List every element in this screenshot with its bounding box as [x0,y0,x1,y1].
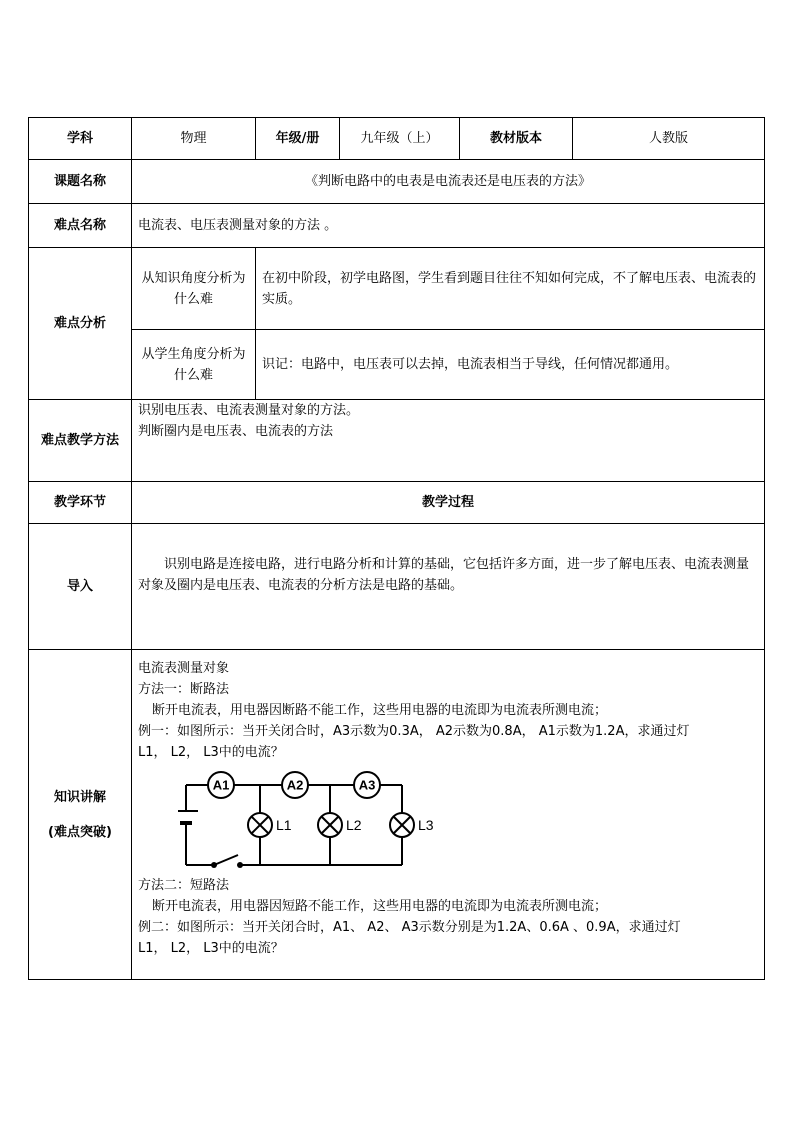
knowledge-line-8: 例二：如图所示：当开关闭合时，A1、 A2、 A3示数分别是为1.2A、0.6A 、0.9A，求通过灯 [138,920,681,935]
teaching-method-line-2: 判断圈内是电压表、电流表的方法 [138,424,334,439]
intro-row [29,524,765,650]
process-header-row [29,482,765,524]
grade-value: 九年级（上） [340,118,460,160]
topic-label: 课题名称 [29,160,132,204]
subject-value: 物理 [132,118,256,160]
student-angle-value: 识记：电路中，电压表可以去掉，电流表相当于导线，任何情况都通用。 [256,330,765,400]
difficulty-name-row [29,204,765,248]
difficulty-analysis-row-1 [29,248,765,330]
teaching-method-row [29,400,765,482]
knowledge-line-9: L1， L2， L3中的电流？ [138,941,284,956]
knowledge-angle-value: 在初中阶段，初学电路图，学生看到题目往往不知如何完成，不了解电压表、电流表的实质。 [256,248,765,330]
grade-label: 年级/册 [256,118,340,160]
lamp-l3-label: L3 [418,817,434,833]
knowledge-sublabel: (难点突破) [48,824,112,840]
subject-label: 学科 [29,118,132,160]
knowledge-content [132,650,765,980]
teaching-method-label: 难点教学方法 [29,400,132,482]
knowledge-line-6: 方法二：短路法 [138,878,230,893]
knowledge-line-4: 例一：如图所示：当开关闭合时，A3示数为0.3A， A2示数为0.8A， A1示数为1.2A，求通过灯 [138,724,690,739]
intro-cell [132,524,765,650]
ammeter-a2-label: A2 [286,777,304,793]
lamp-l2-label: L2 [346,817,362,833]
lamp-l3-icon [390,813,414,837]
stage-label: 教学环节 [29,482,132,524]
ammeter-a3-label: A3 [358,777,376,793]
teaching-method-line-1: 识别电压表、电流表测量对象的方法。 [138,403,360,418]
intro-label: 导入 [29,524,132,650]
textbook-value: 人教版 [573,118,765,160]
difficulty-analysis-row-2 [29,330,765,400]
knowledge-label-cell [29,650,132,980]
knowledge-line-7: 断开电流表，用电器因短路不能工作，这些用电器的电流即为电流表所测电流； [152,899,608,914]
knowledge-label: 知识讲解 [53,789,106,805]
header-row [29,118,765,160]
difficulty-analysis-label: 难点分析 [29,248,132,400]
knowledge-line-5: L1， L2， L3中的电流？ [138,745,284,760]
textbook-label: 教材版本 [460,118,573,160]
teaching-method-value [132,400,765,482]
knowledge-angle-label: 从知识角度分析为什么难 [132,248,256,330]
lamp-l1-icon [248,813,272,837]
circuit-diagram [178,769,448,871]
knowledge-line-1: 电流表测量对象 [138,661,230,676]
difficulty-name-value: 电流表、电压表测量对象的方法 。 [132,204,765,248]
process-label: 教学过程 [132,482,765,524]
student-angle-label: 从学生角度分析为什么难 [132,330,256,400]
knowledge-line-3: 断开电流表，用电器因断路不能工作，这些用电器的电流即为电流表所测电流； [152,703,608,718]
intro-text: 识别电路是连接电路，进行电路分析和计算的基础，它包括许多方面，进一步了解电压表、电流表测量对象及圈内是电压表、电流表的分析方法是电路的基础。 [138,557,750,593]
battery-icon [178,811,198,823]
lesson-plan-table [28,117,765,980]
lamp-l2-icon [318,813,342,837]
knowledge-row [29,650,765,980]
difficulty-name-label: 难点名称 [29,204,132,248]
lamp-l1-label: L1 [276,817,292,833]
knowledge-line-2: 方法一：断路法 [138,682,230,697]
switch-icon [211,855,243,868]
topic-value: 《判断电路中的电表是电流表还是电压表的方法》 [132,160,765,204]
topic-row [29,160,765,204]
ammeter-a1-label: A1 [212,777,230,793]
